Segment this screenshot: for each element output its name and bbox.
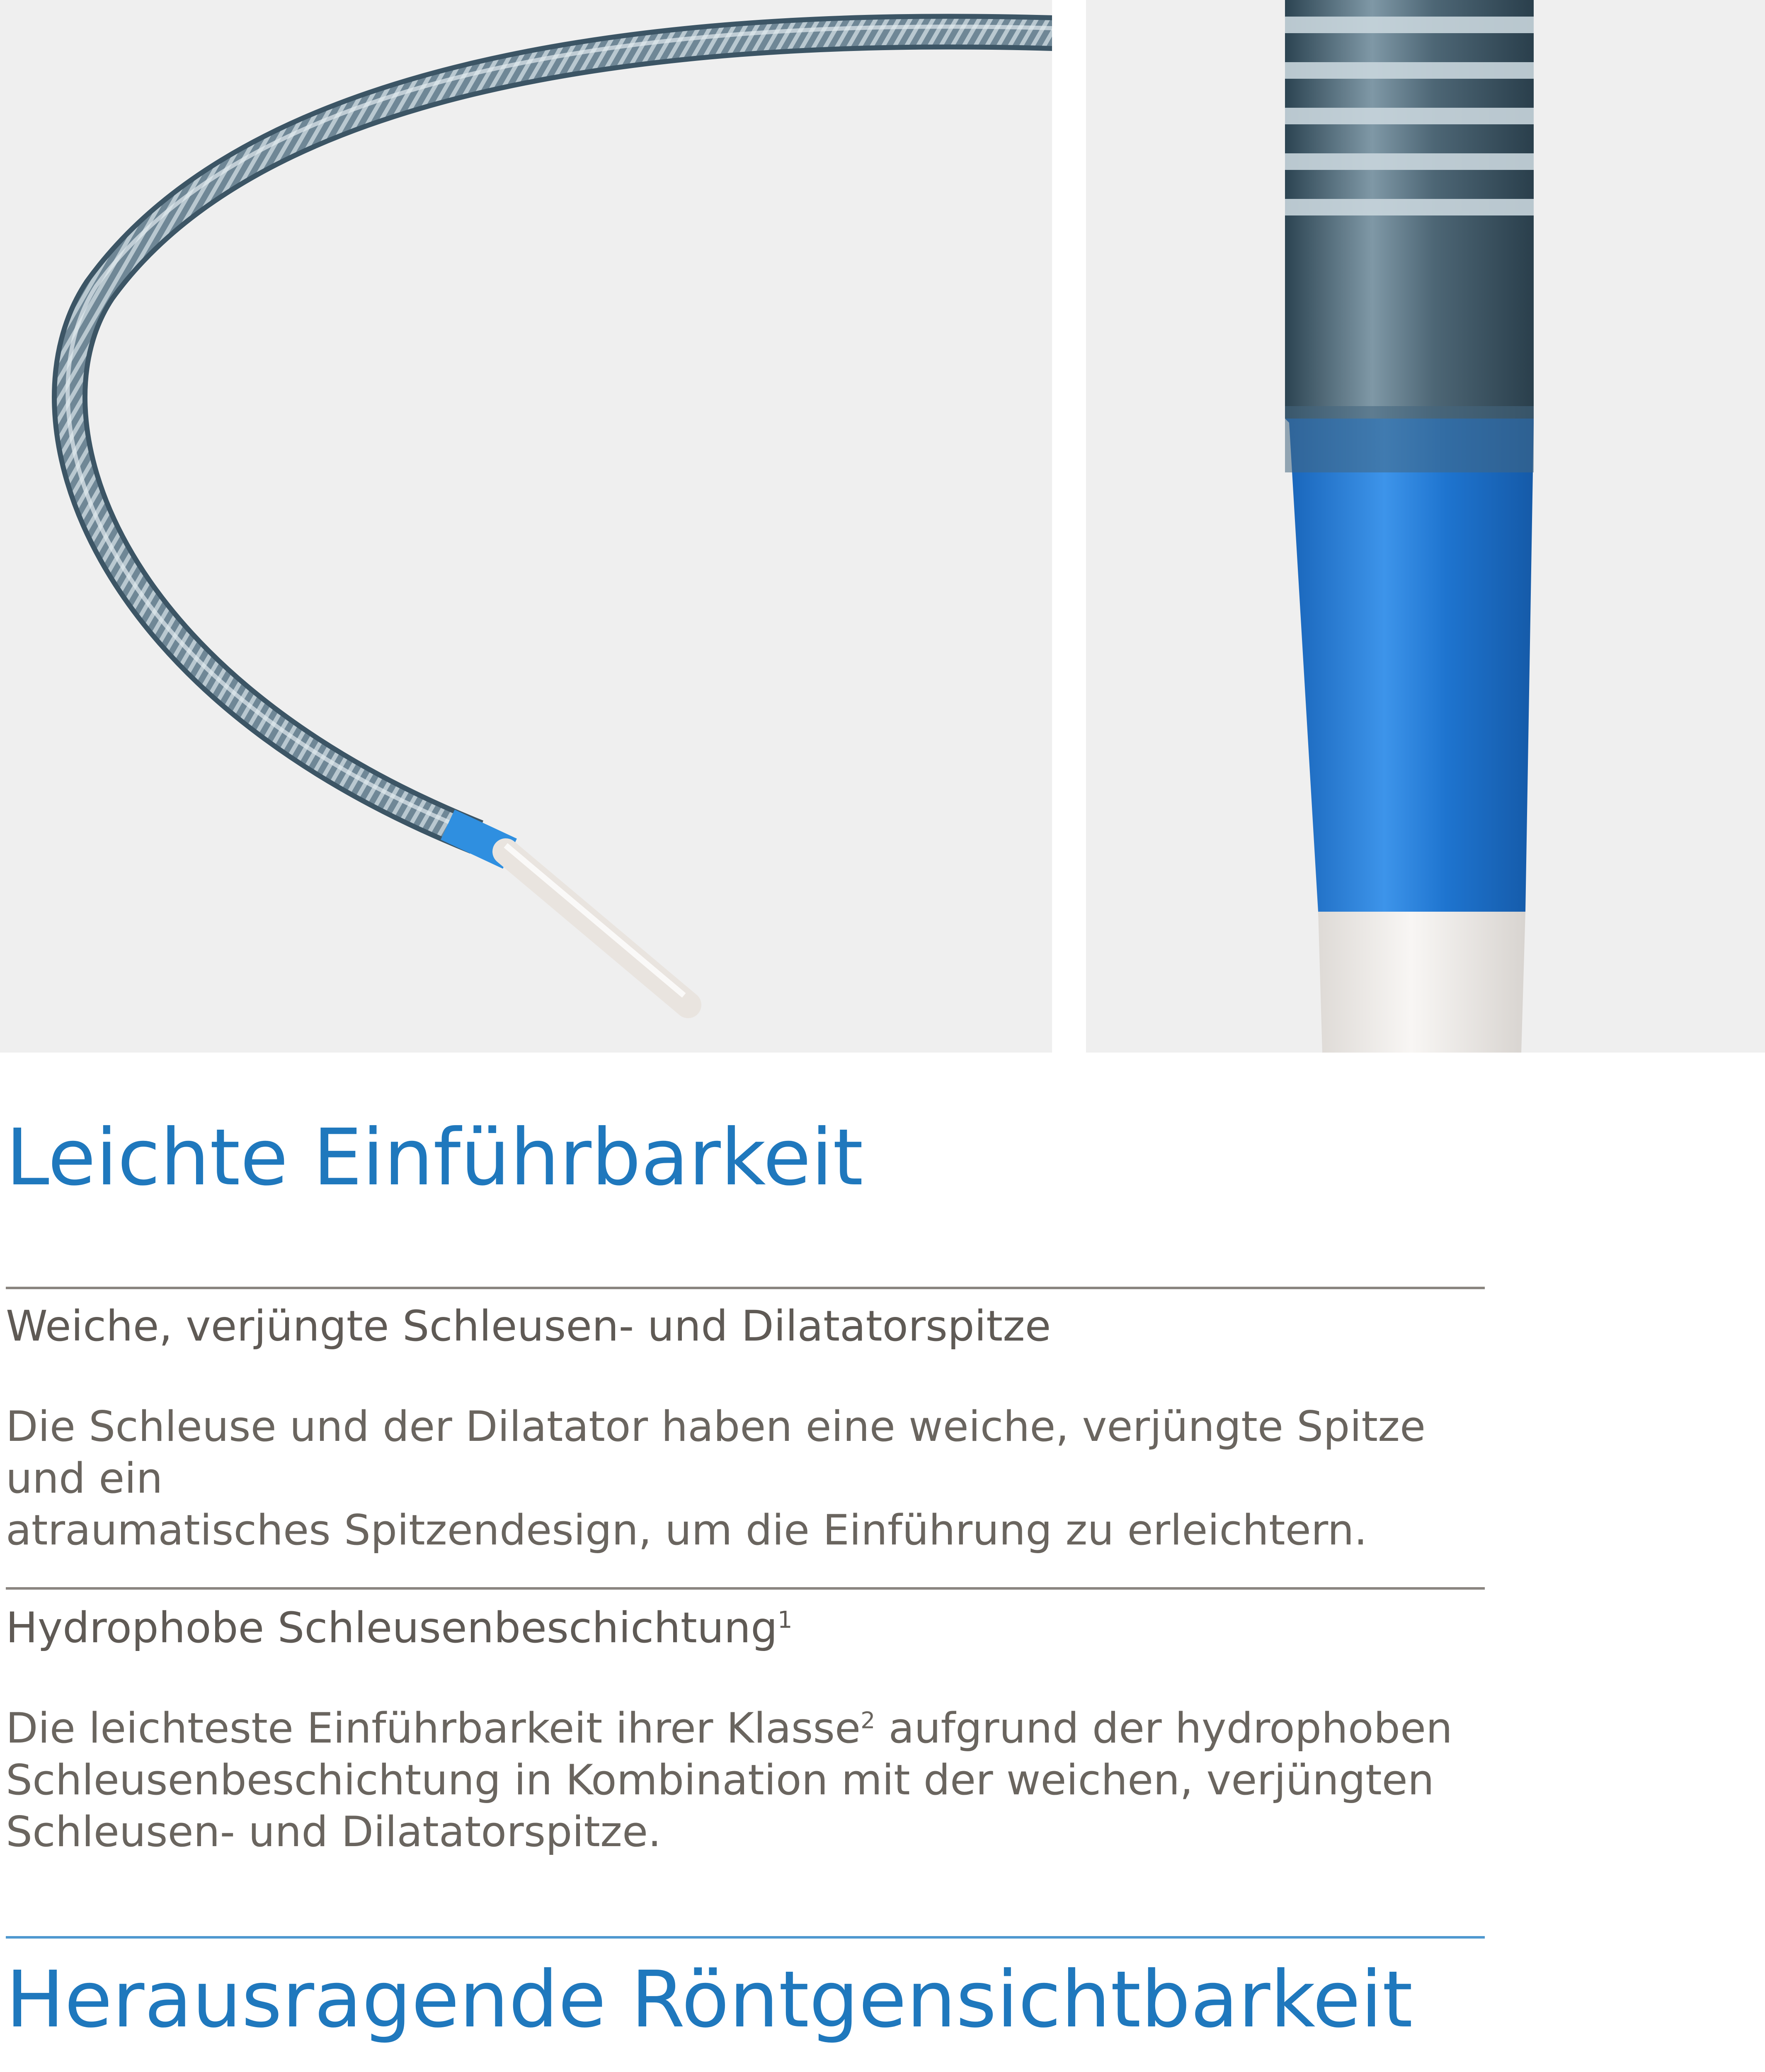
- paragraph-spitze: Die Schleuse und der Dilatator haben eine weiche, verjüngte Spitze und ein atraumatisches Spitzendesign, um die Einführung zu erleichtern.: [6, 1402, 1426, 1554]
- paragraph-beschichtung-text: Die leichteste Einführbarkeit ihrer Klasse: [6, 1704, 861, 1752]
- divider: [6, 1587, 1485, 1590]
- footnote-marker: 2: [861, 1707, 875, 1734]
- sheath-curve-illustration: [0, 0, 1052, 1053]
- section-heading-roentgen: Herausragende Röntgensichtbarkeit: [6, 1954, 1413, 2045]
- footnote-marker: 1: [777, 1607, 793, 1634]
- subheading-beschichtung: [6, 1603, 793, 1653]
- divider: [6, 1287, 1485, 1289]
- section-heading-einfuehrbarkeit: Leichte Einführbarkeit: [6, 1112, 863, 1203]
- paragraph-beschichtung-text-continued: aufgrund der hydrophoben Schleusenbeschichtung in Kombination mit der weichen, verjüngten Schleusen- und Dilatatorspitze.: [6, 1704, 1452, 1856]
- sheath-curve-photo: [0, 0, 1052, 1053]
- subheading-beschichtung-text: Hydrophobe Schleusenbeschichtung: [6, 1603, 778, 1653]
- subheading-spitze: Weiche, verjüngte Schleusen- und Dilatatorspitze: [6, 1302, 1051, 1351]
- paragraph-beschichtung: [6, 1702, 1498, 1858]
- sheath-tip-illustration: [1086, 0, 1765, 1053]
- sheath-tip-photo: [1086, 0, 1765, 1053]
- divider-blue: [6, 1936, 1485, 1939]
